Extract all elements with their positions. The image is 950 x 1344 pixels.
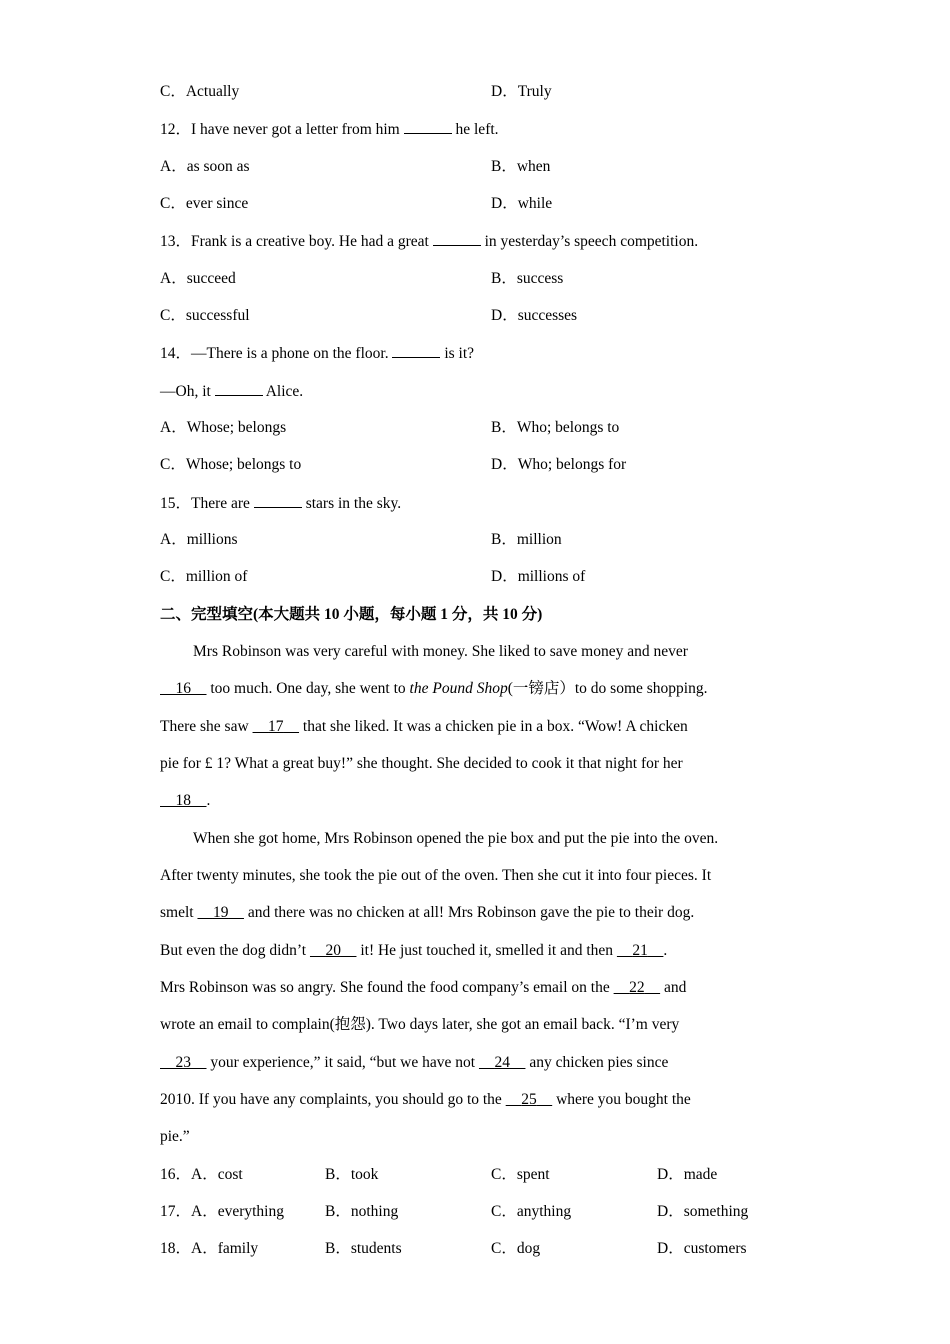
passage-text: too much. One day, she went to — [210, 680, 406, 697]
passage-text: Mrs Robinson was so angry. She found the food company’s email on the — [160, 979, 610, 996]
q13-option-d[interactable]: D．successes — [491, 307, 578, 324]
passage-text: 2010. If you have any complaints, you should go to the — [160, 1091, 502, 1108]
passage-text: and there was no chicken at all! Mrs Robinson gave the pie to their dog. — [247, 904, 695, 921]
passage-line-12 — [160, 1053, 668, 1073]
passage-line-13 — [160, 1090, 691, 1110]
passage-text: There she saw — [160, 718, 249, 735]
q16-option-a[interactable]: 16．A．cost — [160, 1166, 243, 1183]
q12-option-c[interactable]: C．ever since — [160, 195, 249, 212]
passage-text: it! He just touched it, smelled it and then — [360, 942, 614, 959]
q15-option-a[interactable]: A．millions — [160, 531, 238, 548]
blank-22-number: 22 — [629, 979, 645, 996]
passage-line-2 — [160, 679, 707, 699]
blank-17[interactable] — [253, 718, 300, 735]
passage-text: . — [663, 942, 668, 959]
blank-19-number: 19 — [212, 904, 229, 921]
q14-line2-text: —Oh, it — [160, 383, 211, 400]
q17-option-b[interactable]: B．nothing — [325, 1203, 399, 1220]
passage-text: any chicken pies since — [529, 1054, 669, 1071]
blank-23[interactable] — [160, 1054, 207, 1071]
q18-option-c[interactable]: C．dog — [491, 1240, 541, 1257]
passage-line-6: When she got home, Mrs Robinson opened the pie box and put the pie into the oven. — [193, 830, 719, 847]
q14-option-a[interactable]: A．Whose; belongs — [160, 419, 287, 436]
q15-option-c[interactable]: C．million of — [160, 568, 248, 585]
q16-option-c[interactable]: C．spent — [491, 1166, 550, 1183]
q14-stem — [160, 343, 474, 364]
q15-option-d[interactable]: D．millions of — [491, 568, 586, 585]
answer-blank — [433, 231, 481, 246]
blank-21[interactable] — [617, 942, 664, 959]
q14-stem-text-end: is it? — [444, 345, 475, 362]
q14-option-b[interactable]: B．Who; belongs to — [491, 419, 620, 436]
q11-option-c[interactable]: C．Actually — [160, 83, 240, 100]
q17-option-d[interactable]: D．something — [657, 1203, 749, 1220]
passage-line-7: After twenty minutes, she took the pie out of the oven. Then she cut it into four pieces. It — [160, 867, 712, 884]
q13-stem-text: 13．Frank is a creative boy. He had a great — [160, 233, 429, 250]
passage-text: and — [663, 979, 687, 996]
q18-option-a[interactable]: 18．A．family — [160, 1240, 259, 1257]
passage-text: where you bought the — [556, 1091, 691, 1108]
passage-text: your experience,” it said, “but we have not — [210, 1054, 476, 1071]
blank-18[interactable] — [160, 792, 207, 809]
q17-option-a[interactable]: 17．A．everything — [160, 1203, 284, 1220]
passage-text: (一镑店）to do some shopping. — [507, 680, 708, 697]
answer-blank — [404, 119, 452, 134]
q13-option-a[interactable]: A．succeed — [160, 270, 236, 287]
q15-stem-text: 15．There are — [160, 495, 250, 512]
passage-line-10 — [160, 978, 686, 998]
q12-option-d[interactable]: D．while — [491, 195, 553, 212]
passage-text: . — [206, 792, 211, 809]
blank-25[interactable] — [506, 1091, 553, 1108]
blank-22[interactable] — [614, 979, 661, 996]
passage-line-11: wrote an email to complain(抱怨). Two days later, she got an email back. “I’m very — [160, 1016, 680, 1033]
blank-16[interactable] — [160, 680, 207, 697]
answer-blank — [215, 381, 263, 396]
q14-line2-text-end: Alice. — [265, 383, 304, 400]
blank-16-number: 16 — [175, 680, 191, 697]
blank-21-number: 21 — [632, 942, 648, 959]
q14-stem-line2 — [160, 381, 303, 402]
q12-option-a[interactable]: A．as soon as — [160, 158, 250, 175]
q18-option-d[interactable]: D．customers — [657, 1240, 747, 1257]
passage-line-3 — [160, 717, 688, 737]
q14-stem-text: 14．—There is a phone on the floor. — [160, 345, 389, 362]
q12-stem-text-end: he left. — [455, 121, 499, 138]
q16-option-d[interactable]: D．made — [657, 1166, 718, 1183]
passage-line-9 — [160, 941, 667, 961]
blank-20[interactable] — [310, 942, 357, 959]
blank-18-number: 18 — [175, 792, 191, 809]
passage-line-1: Mrs Robinson was very careful with money. She liked to save money and never — [193, 643, 688, 660]
blank-23-number: 23 — [175, 1054, 191, 1071]
q12-stem — [160, 119, 499, 140]
blank-17-number: 17 — [268, 718, 284, 735]
q13-option-b[interactable]: B．success — [491, 270, 564, 287]
passage-italic-shop: the Pound Shop — [409, 680, 508, 697]
passage-line-5 — [160, 791, 210, 811]
blank-19[interactable] — [197, 904, 244, 921]
q15-option-b[interactable]: B．million — [491, 531, 562, 548]
passage-text: smelt — [160, 904, 194, 921]
q13-stem-text-end: in yesterday’s speech competition. — [484, 233, 699, 250]
q12-stem-text: 12．I have never got a letter from him — [160, 121, 400, 138]
passage-text: But even the dog didn’t — [160, 942, 307, 959]
blank-24-number: 24 — [494, 1054, 510, 1071]
q13-option-c[interactable]: C．successful — [160, 307, 250, 324]
q18-option-b[interactable]: B．students — [325, 1240, 402, 1257]
q14-option-c[interactable]: C．Whose; belongs to — [160, 456, 302, 473]
q16-option-b[interactable]: B．took — [325, 1166, 379, 1183]
q15-stem-text-end: stars in the sky. — [305, 495, 402, 512]
blank-24[interactable] — [479, 1054, 526, 1071]
passage-line-4: pie for £ 1? What a great buy!” she thought. She decided to cook it that night for her — [160, 755, 683, 772]
passage-line-8 — [160, 903, 694, 923]
passage-line-14: pie.” — [160, 1128, 190, 1145]
q17-option-c[interactable]: C．anything — [491, 1203, 572, 1220]
q14-option-d[interactable]: D．Who; belongs for — [491, 456, 627, 473]
blank-25-number: 25 — [521, 1091, 537, 1108]
q15-stem — [160, 493, 401, 514]
section-heading: 二、完型填空(本大题共 10 小题，每小题 1 分，共 10 分) — [160, 606, 543, 623]
answer-blank — [392, 343, 440, 358]
q12-option-b[interactable]: B．when — [491, 158, 551, 175]
answer-blank — [254, 493, 302, 508]
q11-option-d[interactable]: D．Truly — [491, 83, 552, 100]
q13-stem — [160, 231, 698, 252]
passage-text: that she liked. It was a chicken pie in a box. “Wow! A chicken — [302, 718, 688, 735]
blank-20-number: 20 — [325, 942, 341, 959]
